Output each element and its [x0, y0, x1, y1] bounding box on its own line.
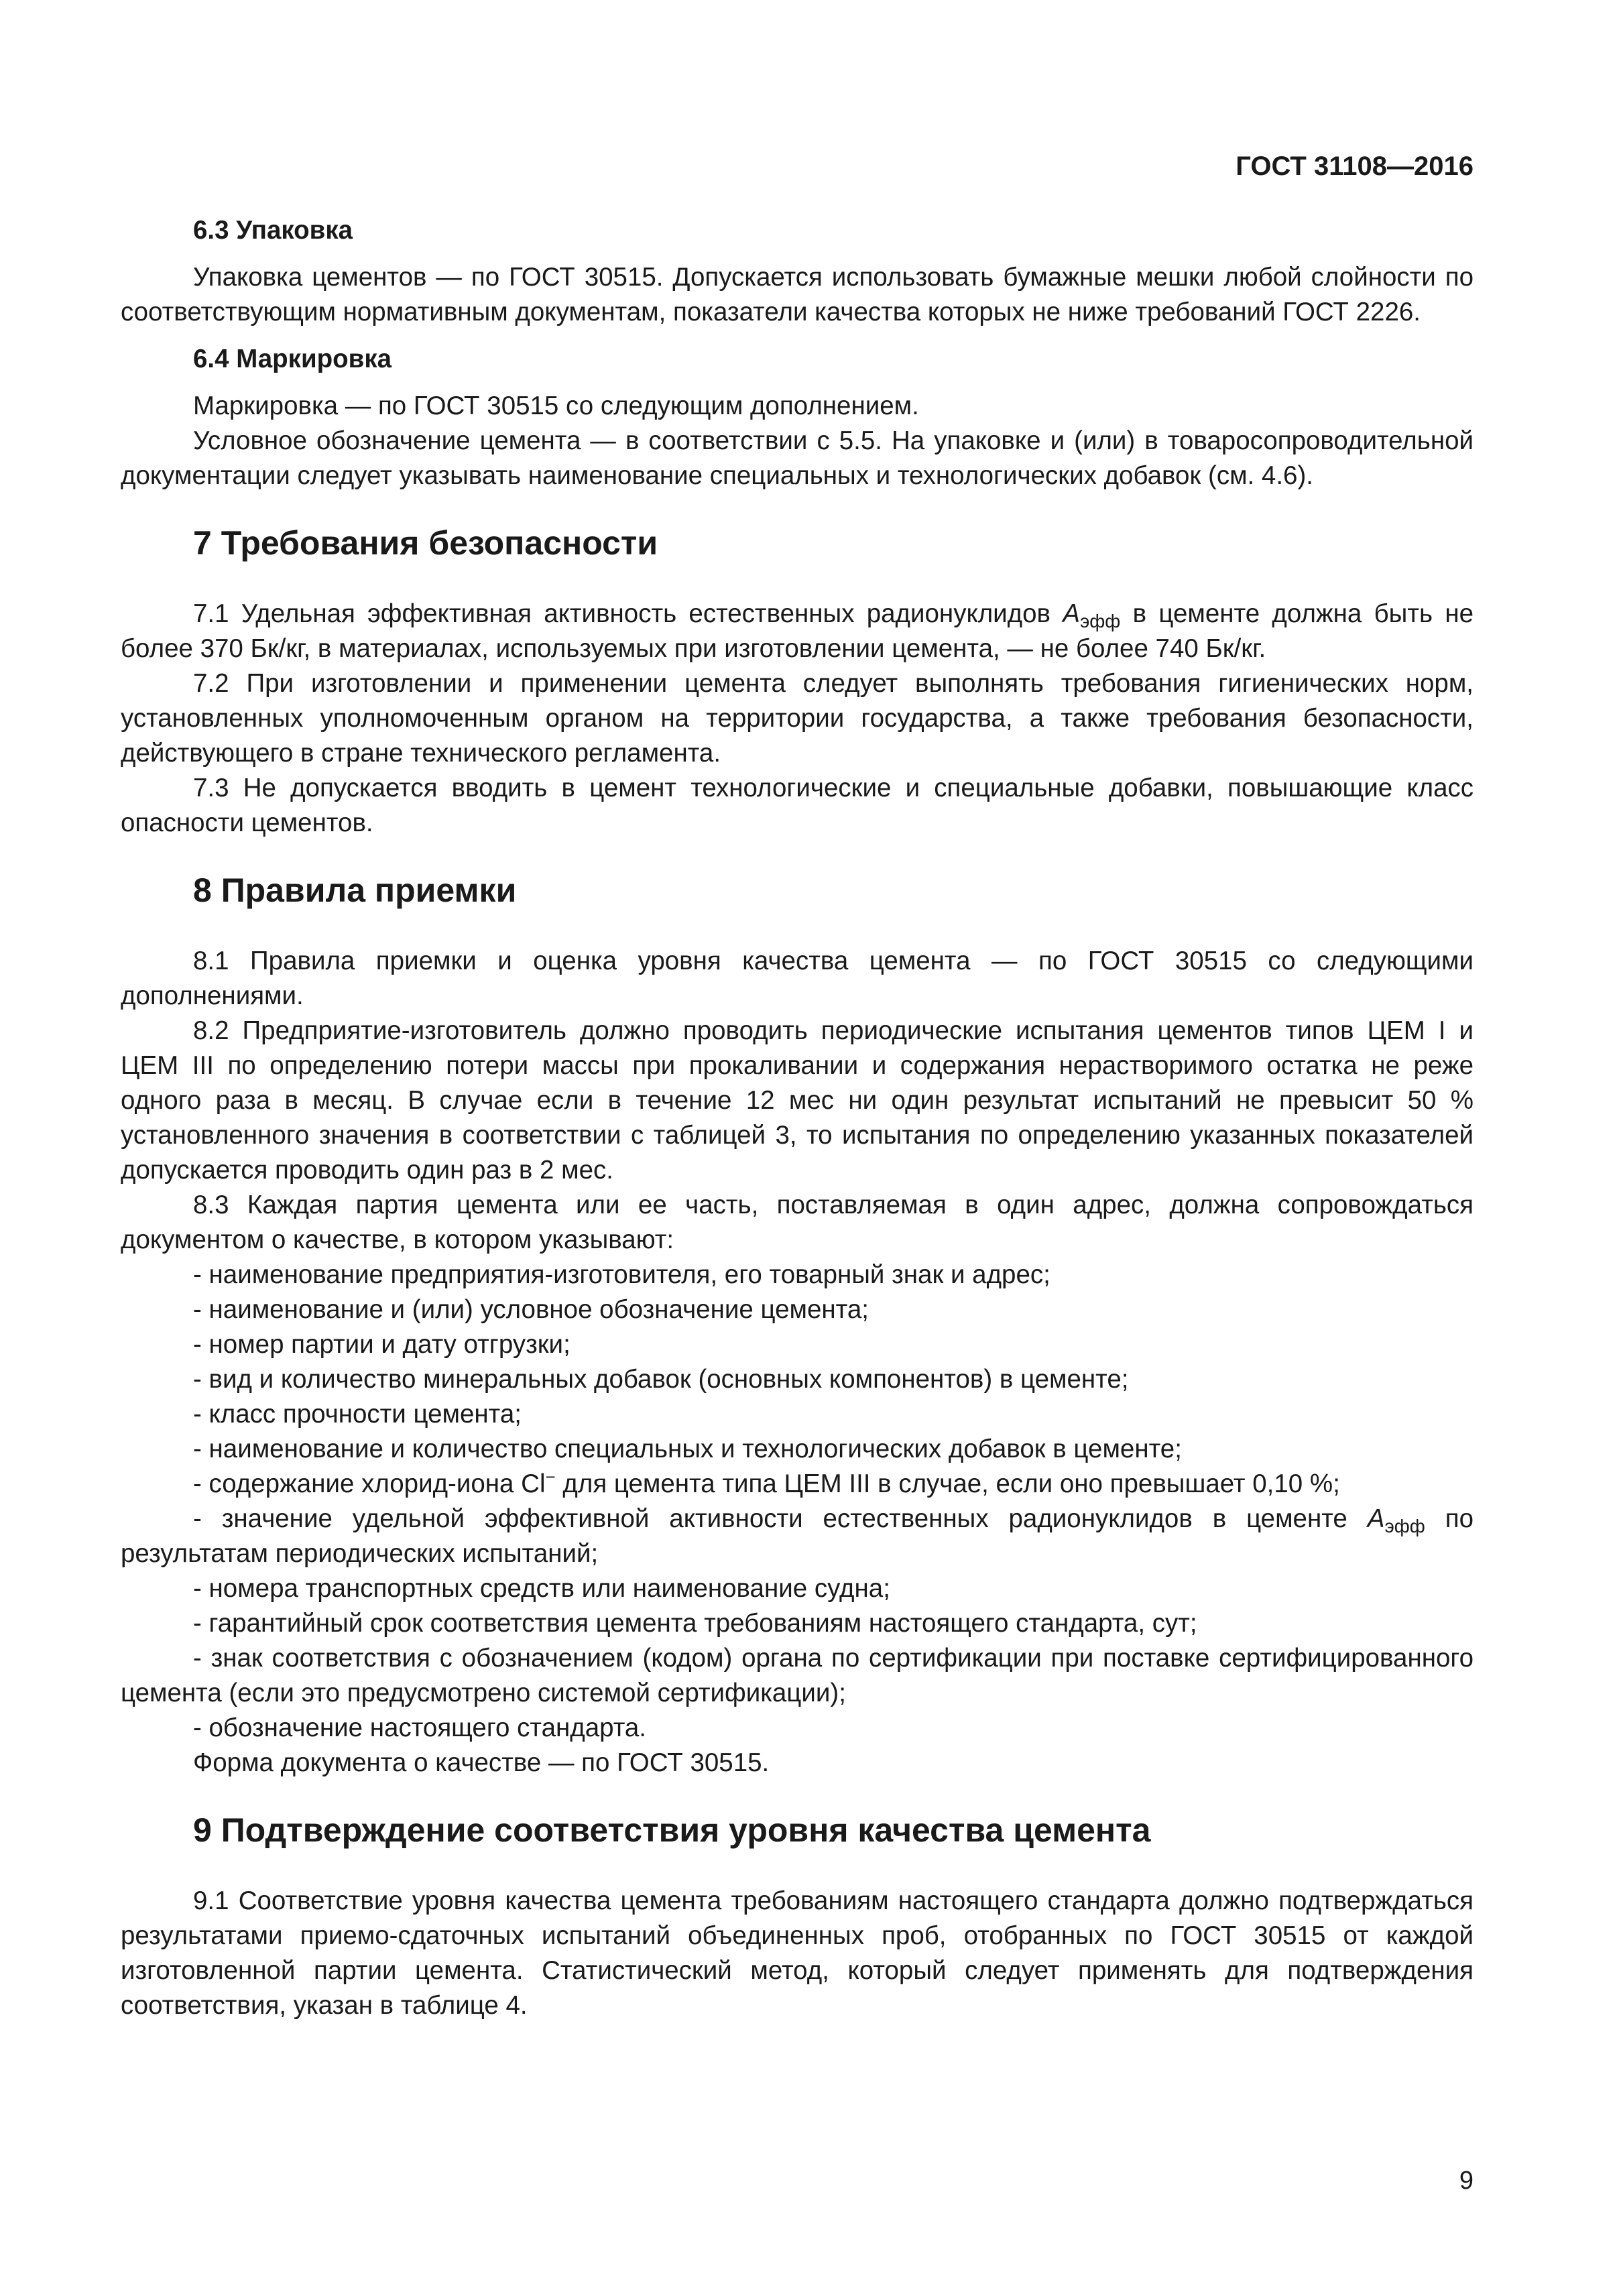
list-item: - наименование и количество специальных и технологических добавок в цементе; [193, 1435, 1182, 1463]
list-item: - наименование предприятия-изготовителя, его товарный знак и адрес; [193, 1260, 1050, 1289]
section-title-8: 8 Правила приемки [193, 871, 517, 909]
paragraph-6-4-2: Условное обозначение цемента — в соответствии с 5.5. На упаковке и (или) в товаросопроводительной документации следует указывать наименование специальных и технологических добавок (см. 4.6). [121, 426, 1474, 490]
list-item: - гарантийный срок соответствия цемента требованиям настоящего стандарта, сут; [193, 1609, 1197, 1638]
paragraph-8-2: 8.2 Предприятие-изготовитель должно проводить периодические испытания цементов типов ЦЕМ I и ЦЕМ III по определению потери массы при прокаливании и содержания нерастворимого остатка не реже одного раза в месяц. В случае если в течение 12 мес ни один результат испытаний не превысит 50 % установленного значения в соответствии с таблицей 3, то испытания по определению указанных показателей допускается проводить один раз в 2 мес. [121, 1016, 1474, 1185]
subsection-title-6-4: 6.4 Маркировка [193, 345, 392, 373]
page-number: 9 [1459, 2167, 1474, 2195]
paragraph-6-3: Упаковка цементов — по ГОСТ 30515. Допускается использовать бумажные мешки любой слойности по соответствующим нормативным документам, показатели качества которых не ниже требований ГОСТ 2226. [121, 263, 1474, 326]
list-item: - вид и количество минеральных добавок (основных компонентов) в цементе; [193, 1365, 1129, 1394]
doc-header-code: ГОСТ 31108—2016 [1236, 152, 1474, 181]
list-item: - номер партии и дату отгрузки; [193, 1330, 570, 1359]
list-item: - значение удельной эффективной активности естественных радионуклидов в цементе $A_{эфф}$ по результатам периодических испытаний; [121, 1504, 1474, 1568]
quality-document-list [121, 1258, 1474, 1746]
paragraph-7-2: 7.2 При изготовлении и применении цемента следует выполнять требования гигиенических норм, установленных уполномоченным органом на территории государства, а также требования безопасности, действующего в стране технического регламента. [121, 669, 1474, 768]
subsection-title-6-3: 6.3 Упаковка [193, 216, 353, 245]
activity-symbol: A [1063, 599, 1080, 628]
list-item: - класс прочности цемента; [193, 1400, 522, 1429]
list-item: - обозначение настоящего стандарта. [193, 1713, 647, 1742]
paragraph-7-1: 7.1 Удельная эффективная активность естественных радионуклидов $A_{эфф}$ в цементе должна быть не более 370 Бк/кг, в материалах, используемых при изготовлении цемента, — не более 740 Бк/кг. [121, 599, 1474, 663]
section-title-7: 7 Требования безопасности [193, 524, 658, 562]
activity-subscript: эфф [1079, 611, 1121, 631]
list-item: - номера транспортных средств или наименование судна; [193, 1574, 890, 1603]
paragraph-7-3: 7.3 Не допускается вводить в цемент технологические и специальные добавки, повышающие класс опасности цементов. [121, 774, 1474, 837]
paragraph-6-4-1: Маркировка — по ГОСТ 30515 со следующим дополнением. [193, 391, 919, 420]
document-body [121, 213, 1474, 2023]
section-title-9: 9 Подтверждение соответствия уровня качества цемента [193, 1811, 1151, 1849]
list-item: - наименование и (или) условное обозначение цемента; [193, 1295, 869, 1324]
list-item: - знак соответствия с обозначением (кодом) органа по сертификации при поставке сертифицированного цемента (если это предусмотрено системой сертификации); [121, 1644, 1474, 1707]
paragraph-8-1: 8.1 Правила приемки и оценка уровня качества цемента — по ГОСТ 30515 со следующими дополнениями. [121, 947, 1474, 1010]
document-page [121, 0, 1474, 2296]
paragraph-8-4: Форма документа о качестве — по ГОСТ 30515. [193, 1748, 770, 1777]
paragraph-8-3: 8.3 Каждая партия цемента или ее часть, поставляемая в один адрес, должна сопровождаться документом о качестве, в котором указывают: [121, 1191, 1474, 1254]
list-item: - содержание хлорид-иона Cl− для цемента типа ЦЕМ III в случае, если оно превышает 0,10 %; [193, 1467, 1340, 1498]
paragraph-9-1: 9.1 Соответствие уровня качества цемента требованиям настоящего стандарта должно подтверждаться результатами приемо-сдаточных испытаний объединенных проб, отобранных по ГОСТ 30515 от каждой изготовленной партии цемента. Статистический метод, который следует применять для подтверждения соответствия, указан в таблице 4. [121, 1886, 1474, 2020]
